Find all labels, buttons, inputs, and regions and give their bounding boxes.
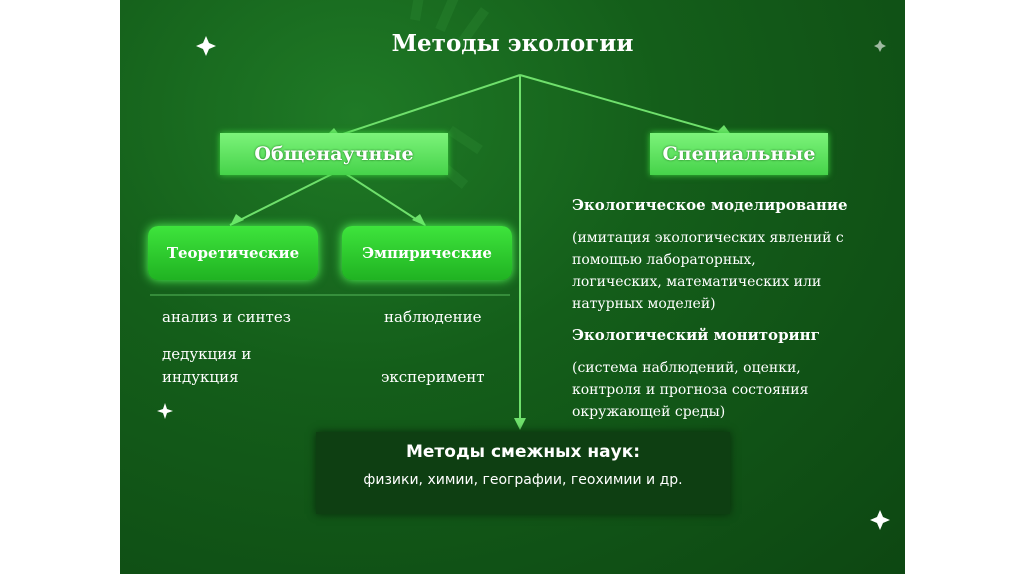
branch-special-label: Специальные [662,143,816,165]
theoretical-item: индукция [162,368,239,386]
theoretical-label: Теоретические [166,244,300,262]
connector-left-empir [340,170,425,225]
empirical-box [342,226,512,280]
desc-line: помощью лабораторных, [572,252,756,268]
special-desc-modeling [572,227,844,315]
connector-left-theory [230,170,340,225]
special-heading-modeling: Экологическое моделирование [572,196,848,214]
adjacent-sciences-heading: Методы смежных наук: [405,442,641,462]
arrowhead-empir [412,214,426,226]
empirical-item: наблюдение [384,308,482,326]
theoretical-box [148,226,318,280]
empirical-label: Эмпирические [362,244,492,262]
empirical-item: эксперимент [381,368,485,386]
branch-general-box [220,133,448,175]
slide [120,0,905,574]
theoretical-item: дедукция и [162,345,252,363]
desc-line: окружающей среды) [572,404,726,420]
desc-line: (имитация экологических явлений с [572,230,844,246]
desc-line: натурных моделей) [572,296,716,312]
connector-title-right [520,75,730,135]
arrowhead-theory [230,214,244,226]
adjacent-sciences-text: физики, химии, географии, геохимии и др. [363,472,683,488]
page-title: Методы экологии [391,30,634,57]
arrowhead-bottom [514,418,526,430]
desc-line: (система наблюдений, оценки, [572,360,801,376]
branch-special-box [650,133,828,175]
connector-title-left [340,75,520,135]
theoretical-item: анализ и синтез [162,308,291,326]
branch-general-label: Общенаучные [254,143,414,165]
special-heading-monitoring: Экологический мониторинг [572,326,820,344]
adjacent-sciences-box [316,432,730,514]
special-desc-monitoring [572,357,808,423]
desc-line: контроля и прогноза состояния [572,382,809,398]
desc-line: логических, математических или [572,274,822,290]
